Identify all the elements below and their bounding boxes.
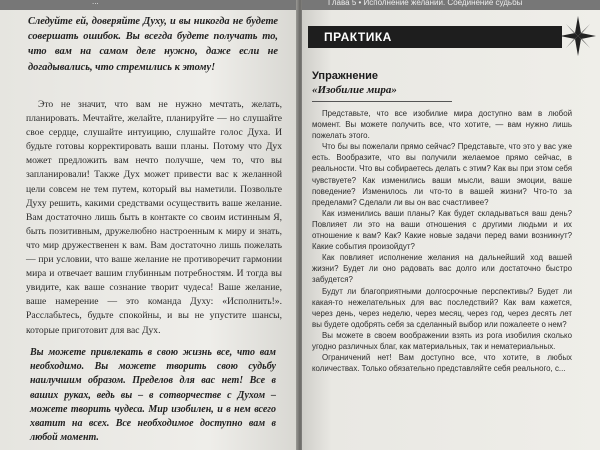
right-running-header bbox=[302, 0, 600, 10]
practice-banner bbox=[308, 26, 562, 48]
exercise-paragraph: Как повлияет исполнение желания на дальнейший ход вашей жизни? Будет ли оно радовать вас долго или достаточно быстро забудется? bbox=[312, 253, 572, 285]
exercise-paragraph: Представьте, что все изобилие мира доступно вам в любой момент. Вы можете получить все, что хотите, — вам нужно лишь пожелать этого. bbox=[312, 109, 572, 141]
exercise-paragraph: Вы можете в своем воображении взять из рога изобилия сколько угодно различных благ, как материальных, так и нематериальных. bbox=[312, 330, 572, 351]
left-page bbox=[0, 0, 298, 450]
exercise-paragraph: Ограничений нет! Вам доступно все, что хотите, в любых количествах. Только обязательно представляйте себя реального, с... bbox=[312, 353, 572, 374]
exercise-divider bbox=[312, 101, 452, 102]
compass-star-icon bbox=[560, 16, 596, 56]
left-running-title: ... bbox=[92, 0, 99, 6]
left-body-text: Это не значит, что вам не нужно мечтать, желать, планировать. Мечтайте, желайте, планируйте — но слушайте свое сердце, слушайте интуицию, слушайте голос Духа. И будьте готовы корректировать ваши планы. Потому что Дух может предложить вам нечто получше, чем то, что вы запланировали! Также Дух может привести вас к желанной цели совсем не тем путем, который вы наметили. Позвольте Духу решить, какими средствами осуществить ваше желание. Вам достаточно лишь быть в контакте со своим истинным Я, быть позитивным, дружелюбно настроенным к миру и знать, что мир дружественен к вам. Вам достаточно лишь пожелать — при условии, что ваше желание не противоречит гармонии мира и отвечает вашим глубинным потребностям. И тогда вы увидите, как ваше сознание творит чудеса! Ваше желание, ваше намерение — это команда Духу: «Исполнить!». Расслабьтесь, будьте спокойны, и вы не упустите шансы, которые приготовит для вас Дух. bbox=[26, 99, 282, 336]
top-quote: Следуйте ей, доверяйте Духу, и вы никогда не будете совершать ошибок. Вы всегда будете получать то, что вам на самом деле нужно, даже если не догадывались, что стремились к этому! bbox=[28, 16, 278, 73]
right-running-title: Глава 5 • Исполнение желаний. Соединение судьбы bbox=[328, 0, 523, 7]
exercise-subtitle: «Изобилие мира» bbox=[312, 84, 397, 96]
practice-label: ПРАКТИКА bbox=[324, 30, 392, 44]
exercise-paragraph: Что бы вы пожелали прямо сейчас? Представьте, что это у вас уже есть. Вообразите, что вы получили желаемое прямо сейчас, в реальности. Что вы собираетесь делать с этим? Как вы при этом себя чувствуете? Как изменились ваши мысли, ваши эмоции, ваше поведение? Изменилось ли что-то в вашей жизни? Что-то за пределами? Сделали ли вы он вас счастливее? bbox=[312, 142, 572, 207]
right-page bbox=[302, 0, 600, 450]
exercise-title: Упражнение bbox=[312, 70, 378, 82]
exercise-body bbox=[312, 108, 572, 374]
exercise-paragraph: Как изменились ваши планы? Как будет складываться ваш день? Повлияет ли это на ваши отношения с другими людьми и их отношение к вам? Как? Какие новые задачи перед вами возникнут? Какие события произойдут? bbox=[312, 208, 572, 252]
bottom-quote: Вы можете привлекать в свою жизнь все, что вам необходимо. Вы можете творить свою судьбу наилучшим образом. Пределов для вас нет! Все в ваших руках, ведь вы – в сотворчестве с Духом – можете творить чудеса. Мир изобилен, и в нем всего хватит на всех. Все необходимое доступно вам в любой момент. bbox=[30, 347, 276, 444]
left-running-header bbox=[0, 0, 298, 10]
exercise-paragraph: Будут ли благоприятными долгосрочные перспективы? Будет ли какая-то нежелательных для вас последствий? Как вам кажется, через день, через неделю, через месяц, через год, через десять лет вы будете одобрять себя за сделанный выбор или пожалеете о нем? bbox=[312, 286, 572, 329]
